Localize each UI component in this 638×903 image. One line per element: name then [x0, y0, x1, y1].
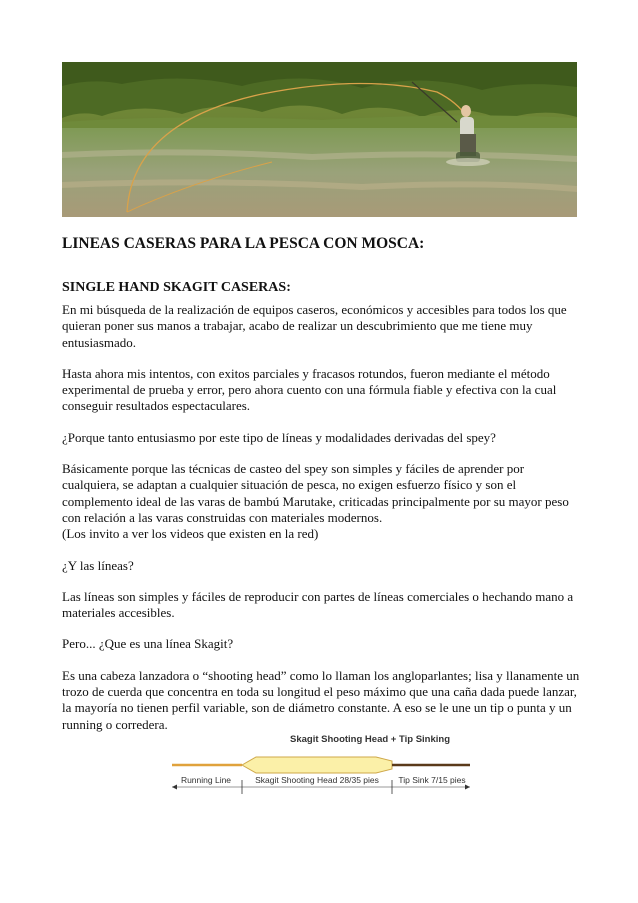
tip-sink-label: Tip Sink 7/15 pies: [398, 775, 466, 785]
skagit-line-diagram: [170, 728, 480, 808]
document-body: [62, 225, 582, 748]
section-heading: SINGLE HAND SKAGIT CASERAS:: [62, 280, 291, 295]
paragraph: En mi búsqueda de la realización de equipos caseros, económicos y accesibles para todos los que quieran poner sus manos a trabajar, acabo de realizar un descubrimiento que me tiene muy entusiasmado.: [62, 302, 567, 350]
diagram-title: Skagit Shooting Head + Tip Sinking: [289, 734, 451, 745]
paragraph: Es una cabeza lanzadora o “shooting head” como lo llaman los angloparlantes; lisa y llanamente un trozo de cuerda que concentra en toda su longitud el peso máximo que una caña dada puede lanzar, la mayoría no tienen perfil variable, son de diámetro constante. A eso se le une un tip o punta y un running o corredera.: [62, 667, 580, 732]
fly-fishing-photo: [62, 62, 577, 217]
document-title: LINEAS CASERAS PARA LA PESCA CON MOSCA:: [62, 235, 425, 252]
paragraph: Las líneas son simples y fáciles de reproducir con partes de líneas comerciales o hechando mano a materiales accesibles.: [62, 588, 574, 621]
paragraph: Pero... ¿Que es una línea Skagit?: [62, 636, 234, 652]
paragraph: ¿Porque tanto entusiasmo por este tipo de líneas y modalidades derivadas del spey?: [62, 429, 496, 445]
running-line-label: Running Line: [180, 775, 232, 785]
shooting-head-label: Skagit Shooting Head 28/35 pies: [255, 775, 379, 785]
paragraph: Básicamente porque las técnicas de casteo del spey son simples y fáciles de aprender por cualquiera, se adaptan a cualquier situación de pesca, no exigen esfuerzo físico y son el complemento ideal de las varas de bambú Marutake, criticadas principalmente por su mayor peso con relación a las varas construidas con materiales modernos.: [62, 461, 569, 525]
paragraph: ¿Y las líneas?: [62, 557, 134, 573]
paragraph: Hasta ahora mis intentos, con exitos parciales y fracasos rotundos, fueron mediante el método experimental de prueba y error, pero ahora cuento con una fórmula fiable y efectiva con la cual conseguir resultados espectaculares.: [62, 365, 557, 414]
paragraph: (Los invito a ver los videos que existen en la red): [62, 526, 319, 542]
